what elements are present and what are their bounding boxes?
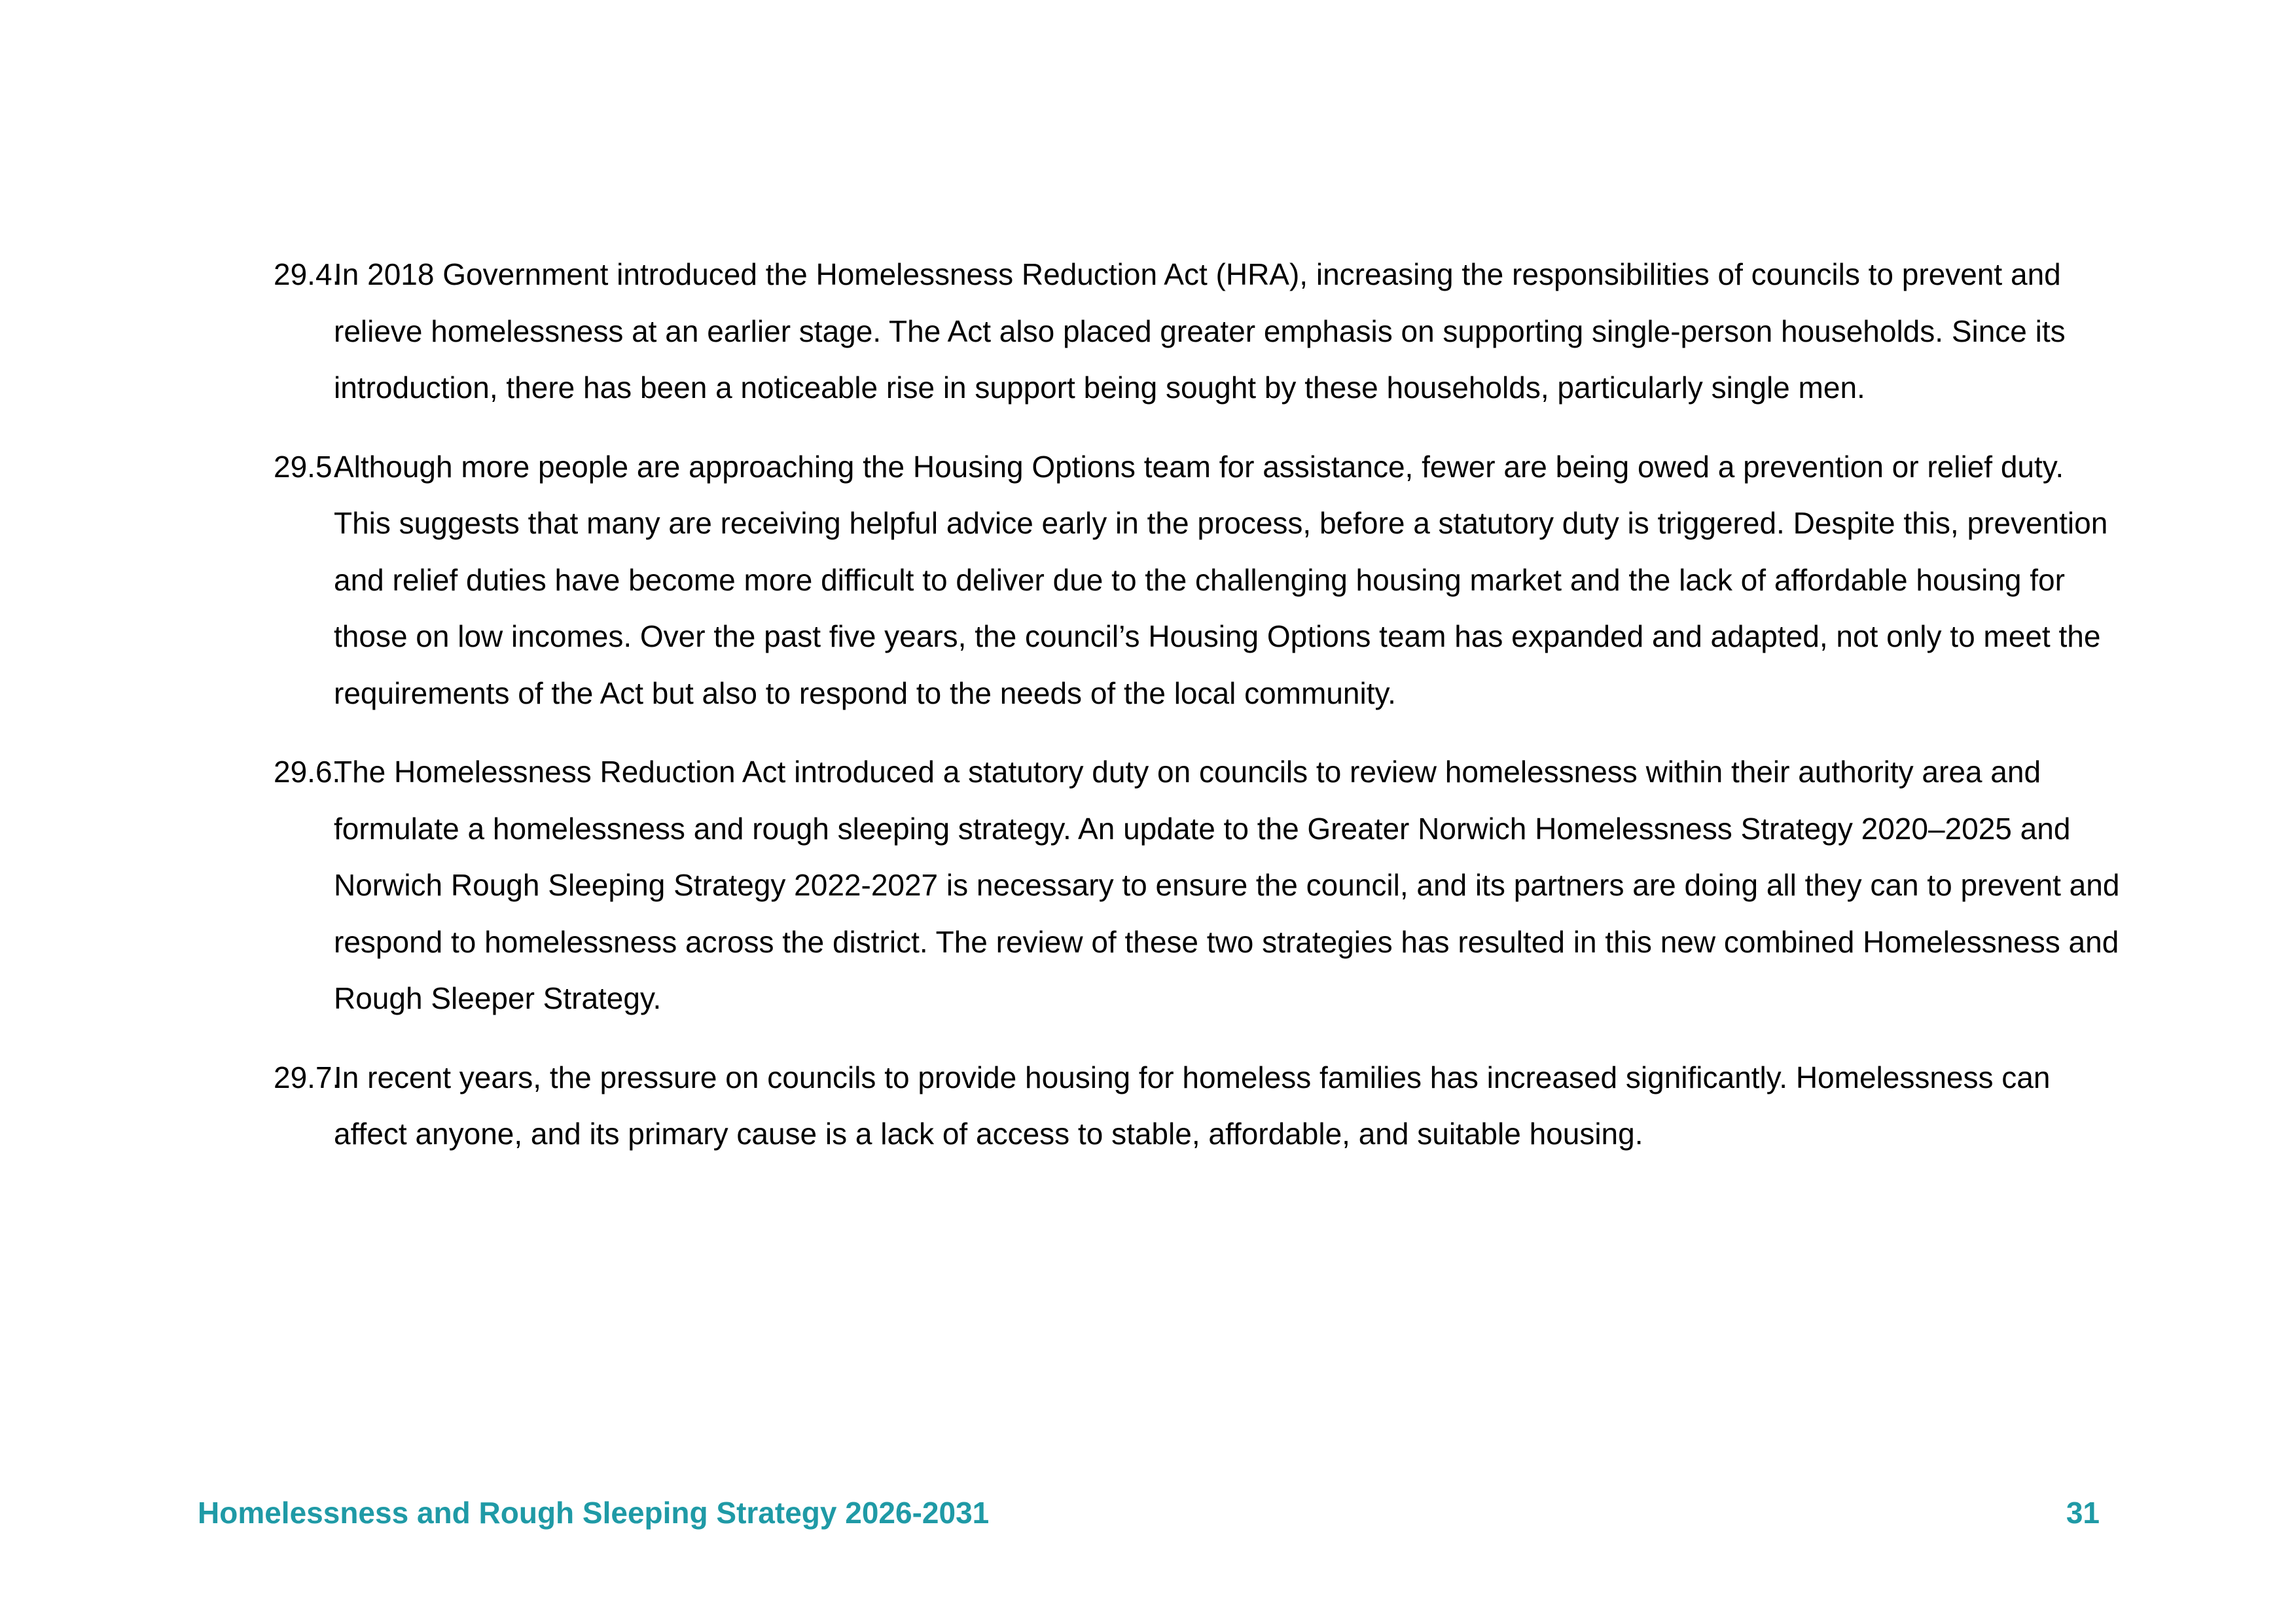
paragraph-number: 29.4.: [274, 257, 341, 291]
paragraph-number: 29.5.: [274, 449, 341, 484]
paragraph-number: 29.7.: [274, 1060, 341, 1094]
paragraph-29-6: [274, 744, 2126, 1027]
paragraph-number: 29.6.: [274, 755, 341, 789]
paragraph-29-5: [274, 439, 2126, 722]
paragraph-29-4: [274, 246, 2126, 416]
paragraph-text: The Homelessness Reduction Act introduced a statutory duty on councils to review homelessness within their authority area and formulate a homelessness and rough sleeping strategy. An update to the Greater Norwich Homelessness Strategy 2020–2025 and Norwich Rough Sleeping Strategy 2022-2027 is necessary to ensure the council, and its partners are doing all they can to prevent and respond to homelessness across the district. The review of these two strategies has resulted in this new combined Homelessness and Rough Sleeper Strategy.: [334, 755, 2120, 1015]
paragraph-text: Although more people are approaching the Housing Options team for assistance, fewer are being owed a prevention or relief duty. This suggests that many are receiving helpful advice early in the process, before a statutory duty is triggered. Despite this, prevention and relief duties have become more difficult to deliver due to the challenging housing market and the lack of affordable housing for those on low incomes. Over the past five years, the council’s Housing Options team has expanded and adapted, not only to meet the requirements of the Act but also to respond to the needs of the local community.: [334, 449, 2108, 710]
paragraph-29-7: [274, 1049, 2126, 1163]
footer-page-number: 31: [2066, 1496, 2100, 1530]
footer-document-title: Homelessness and Rough Sleeping Strategy 2026-2031: [198, 1496, 990, 1530]
paragraph-text: In 2018 Government introduced the Homelessness Reduction Act (HRA), increasing the responsibilities of councils to prevent and relieve homelessness at an earlier stage. The Act also placed greater emphasis on supporting single-person households. Since its introduction, there has been a noticeable rise in support being sought by these households, particularly single men.: [334, 257, 2066, 405]
paragraph-text: In recent years, the pressure on councils to provide housing for homeless families has increased significantly. Homelessness can affect anyone, and its primary cause is a lack of access to stable, affordable, and suitable housing.: [334, 1060, 2051, 1151]
document-body: [274, 246, 2126, 1185]
